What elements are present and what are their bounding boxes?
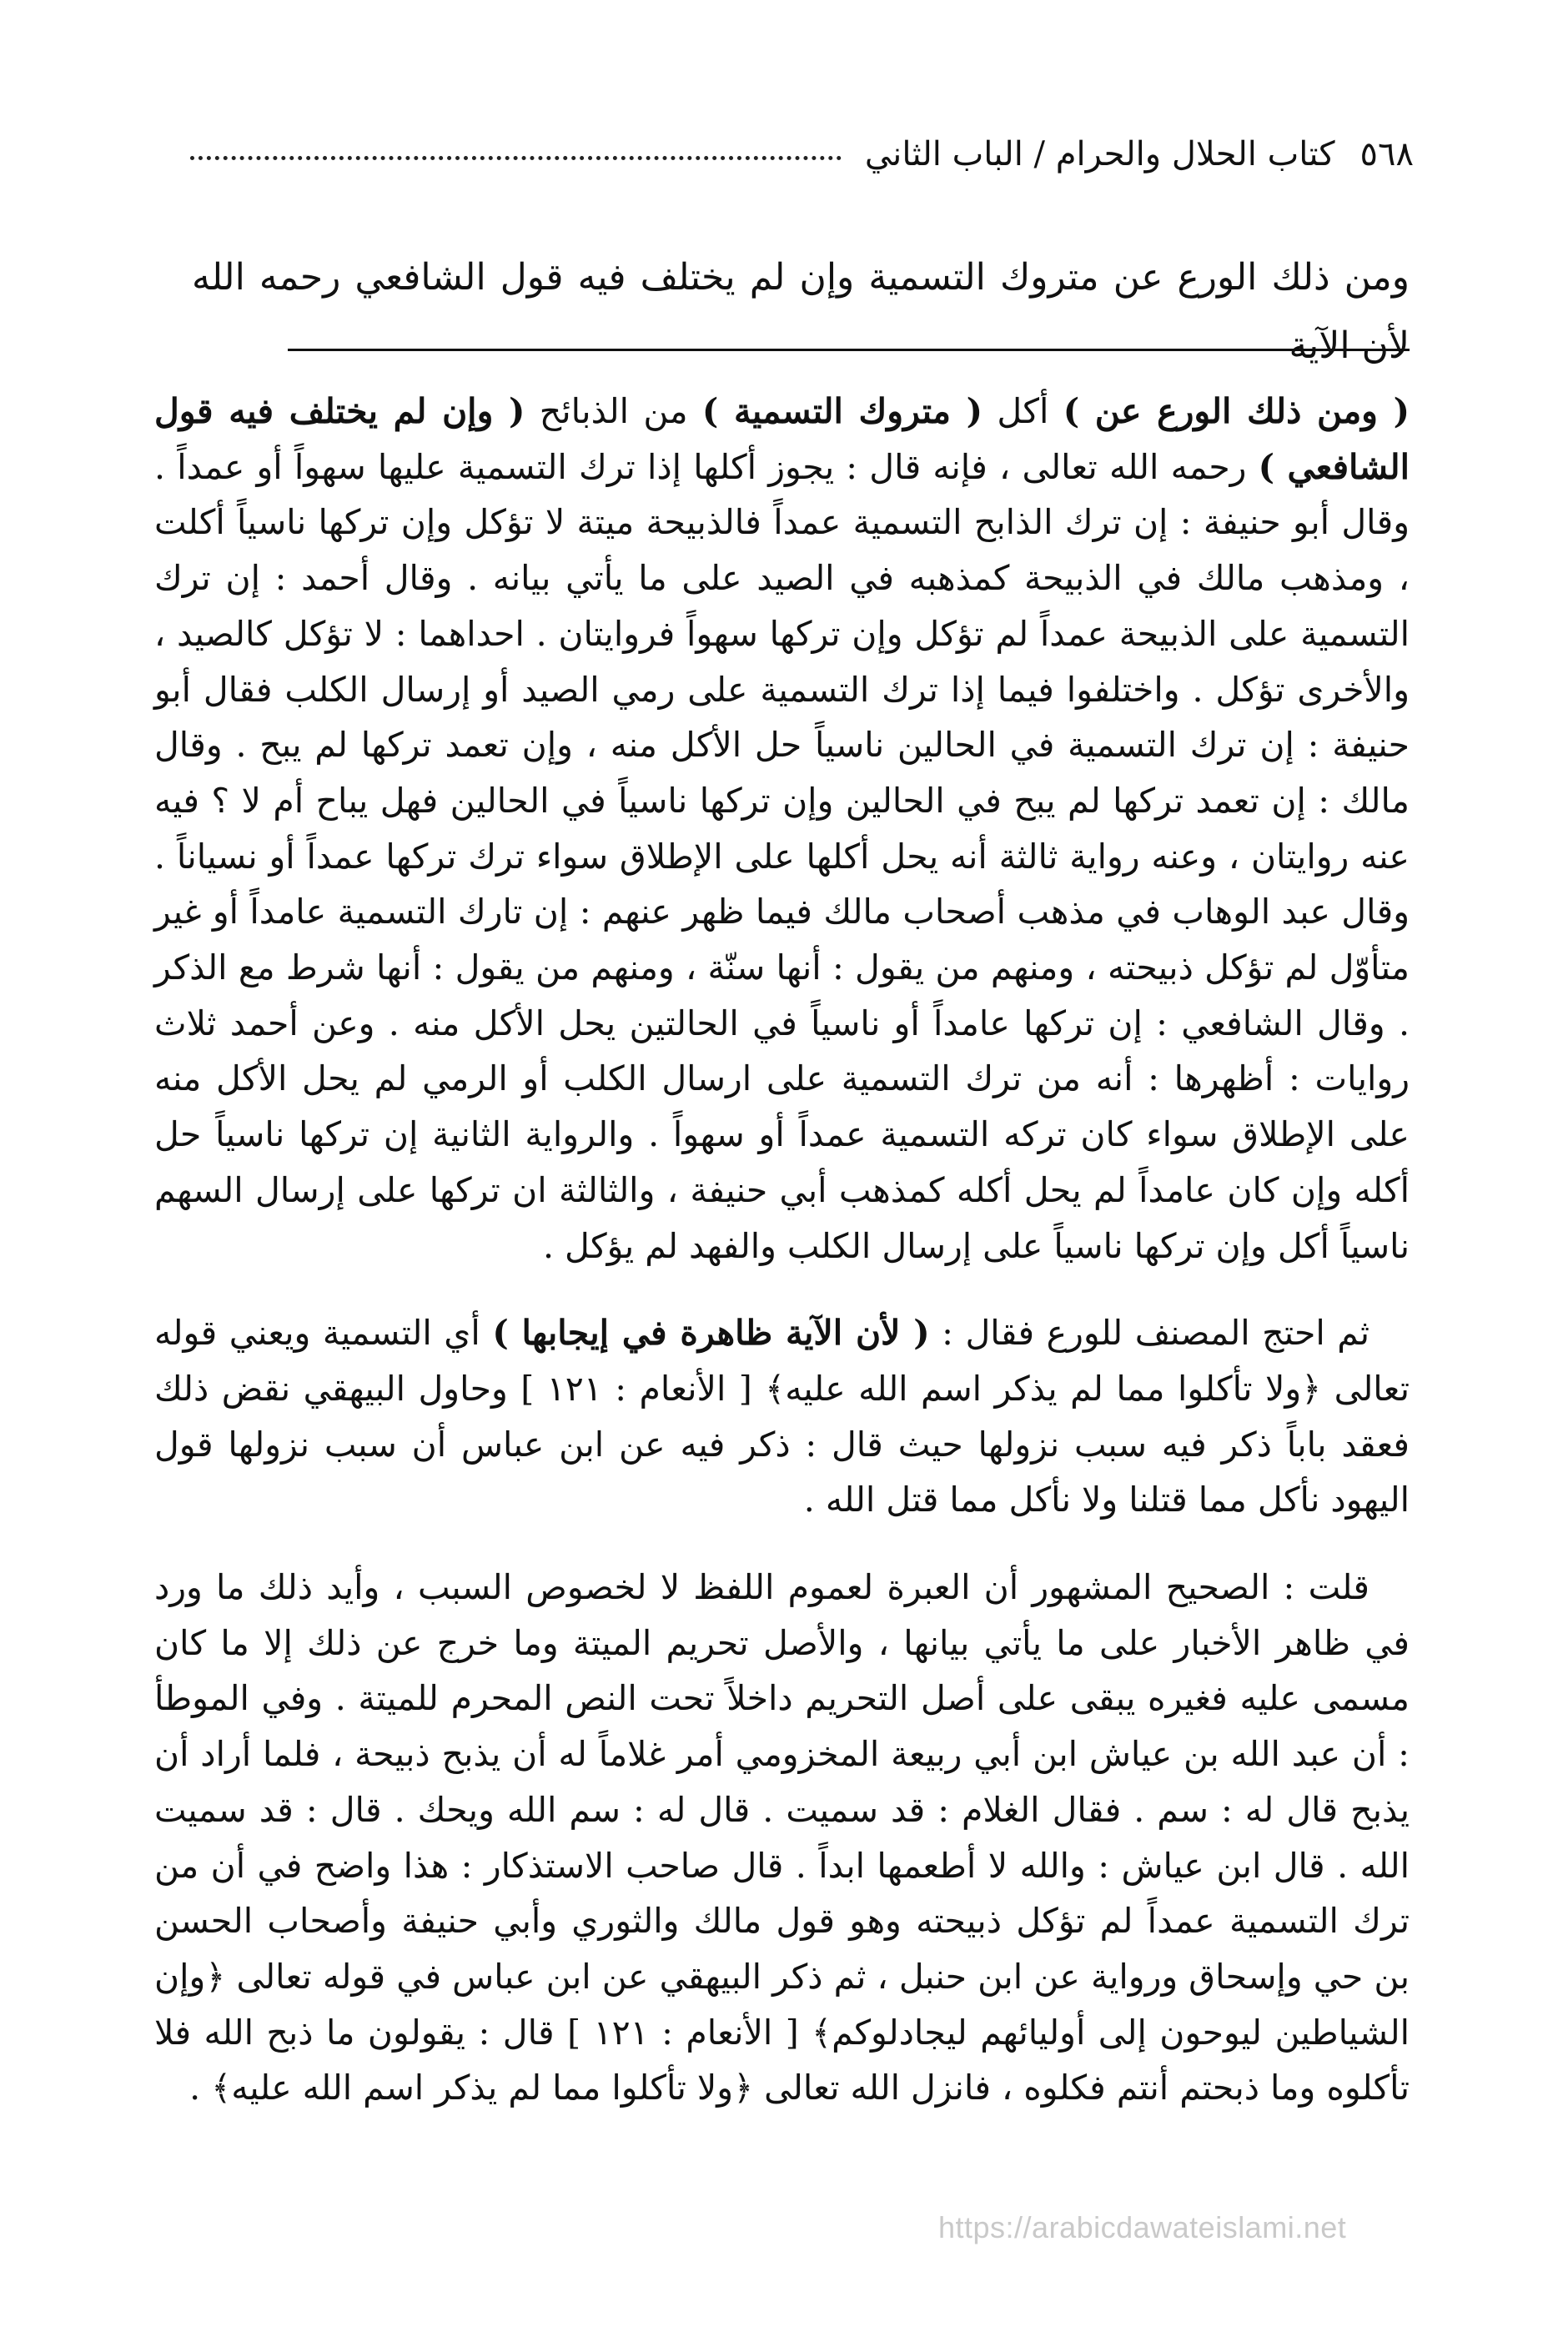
dotted-leader bbox=[190, 156, 842, 160]
commentary-paragraph bbox=[154, 384, 1410, 1274]
chapter-title: كتاب الحلال والحرام / الباب الثاني bbox=[864, 135, 1335, 173]
page-number: ٥٦٨ bbox=[1359, 135, 1414, 173]
commentary-text: قلت : الصحيح المشهور أن العبرة لعموم اللفظ لا لخصوص السبب ، وأيد ذلك ما ورد في ظاهر الأخبار على ما يأتي بيانها ، والأصل تحريم الميتة وما خرج عن ذلك إلا ما كان مسمى عليه فغيره يبقى على أصل التحريم داخلاً تحت النص المحرم للميتة . وفي الموطأ : أن عبد الله بن عياش ابن أبي ربيعة المخزومي أمر غلاماً له أن يذبح ذبيحة ، فلما أراد أن يذبح قال له : سم . فقال الغلام : قد سميت . قال له : سم الله ويحك . قال : قد سميت الله . قال ابن عياش : والله لا أطعمها ابداً . قال صاحب الاستذكار : هذا واضح في أن من ترك التسمية عمداً لم تؤكل ذبيحته وهو قول مالك والثوري وأبي حنيفة وأصحاب الحسن بن حي وإسحاق ورواية عن ابن حنبل ، ثم ذكر البيهقي عن ابن عباس في قوله تعالى ﴿وإن الشياطين ليوحون إلى أوليائهم ليجادلوكم﴾ [ الأنعام : ١٢١ ] قال : يقولون ما ذبح الله فلا تأكلوه وما ذبحتم أنتم فكلوه ، فانزل الله تعالى ﴿ولا تأكلوا مما لم يذكر اسم الله عليه﴾ . bbox=[154, 1567, 1410, 2108]
commentary bbox=[154, 384, 1410, 2116]
commentary-text: من الذبائح bbox=[525, 391, 702, 431]
quoted-matn: ( متروك التسمية ) bbox=[701, 391, 983, 431]
quoted-matn: ( وإن لم يختلف فيه قول الشافعي ) bbox=[154, 391, 1410, 487]
running-header bbox=[167, 125, 1414, 183]
commentary-text: رحمه الله تعالى ، فإنه قال : يجوز أكلها إذا ترك التسمية عليها سهواً أو عمداً . وقال أبو حنيفة : إن ترك الذابح التسمية عمداً فالذبيحة ميتة لا تؤكل وإن تركها ناسياً أكلت ، ومذهب مالك في الذبيحة كمذهبه في الصيد على ما يأتي بيانه . وقال أحمد : إن ترك التسمية على الذبيحة عمداً لم تؤكل وإن تركها سهواً فروايتان . احداهما : لا تؤكل كالصيد ، والأخرى تؤكل . واختلفوا فيما إذا ترك التسمية على رمي الصيد أو إرسال الكلب فقال أبو حنيفة : إن ترك التسمية في الحالين ناسياً حل الأكل منه ، وإن تعمد تركها لم يبح . وقال مالك : إن تعمد تركها لم يبح في الحالين وإن تركها ناسياً في الحالين فهل يباح أم لا ؟ فيه عنه روايتان ، وعنه رواية ثالثة أنه يحل أكلها على الإطلاق سواء ترك تركها عمداً أو نسياناً . وقال عبد الوهاب في مذهب أصحاب مالك فيما ظهر عنهم : إن تارك التسمية عامداً أو غير متأوّل لم تؤكل ذبيحته ، ومنهم من يقول : أنها سنّة ، ومنهم من يقول : أنها شرط مع الذكر . وقال الشافعي : إن تركها عامداً أو ناسياً في الحالتين يحل الأكل منه . وعن أحمد ثلاث روايات : أظهرها : أنه من ترك التسمية على ارسال الكلب أو الرمي لم يحل الأكل منه على الإطلاق سواء كان تركه التسمية عمداً أو سهواً . والرواية الثانية إن تركها ناسياً حل أكله وإن كان عامداً لم يحل أكله كمذهب أبي حنيفة ، والثالثة ان تركها على إرسال السهم ناسياً أكل وإن تركها ناسياً على إرسال الكلب والفهد لم يؤكل . bbox=[154, 446, 1410, 1266]
watermark-url: https://arabicdawateislami.net bbox=[938, 2210, 1347, 2244]
commentary-text: أكل bbox=[983, 391, 1063, 431]
quoted-matn: ( لأن الآية ظاهرة في إيجابها ) bbox=[492, 1313, 930, 1354]
commentary-text: أي التسمية ويعني قوله تعالى ﴿ولا تأكلوا مما لم يذكر اسم الله عليه﴾ [ الأنعام : ١٢١ ] وحاول البيهقي نقض ذلك فعقد باباً ذكر فيه سبب نزولها حيث قال : ذكر فيه عن ابن عباس أن سبب نزولها قول اليهود نأكل مما قتلنا ولا نأكل مما قتل الله . bbox=[154, 1313, 1410, 1520]
quoted-matn: ( ومن ذلك الورع عن ) bbox=[1063, 391, 1410, 431]
commentary-text: ثم احتج المصنف للورع فقال : bbox=[929, 1313, 1369, 1354]
text-divider bbox=[288, 349, 1410, 351]
commentary-paragraph bbox=[154, 1560, 1410, 2116]
main-text: ومن ذلك الورع عن متروك التسمية وإن لم يختلف فيه قول الشافعي رحمه الله لأن الآية bbox=[192, 256, 1410, 367]
commentary-paragraph bbox=[154, 1305, 1410, 1528]
